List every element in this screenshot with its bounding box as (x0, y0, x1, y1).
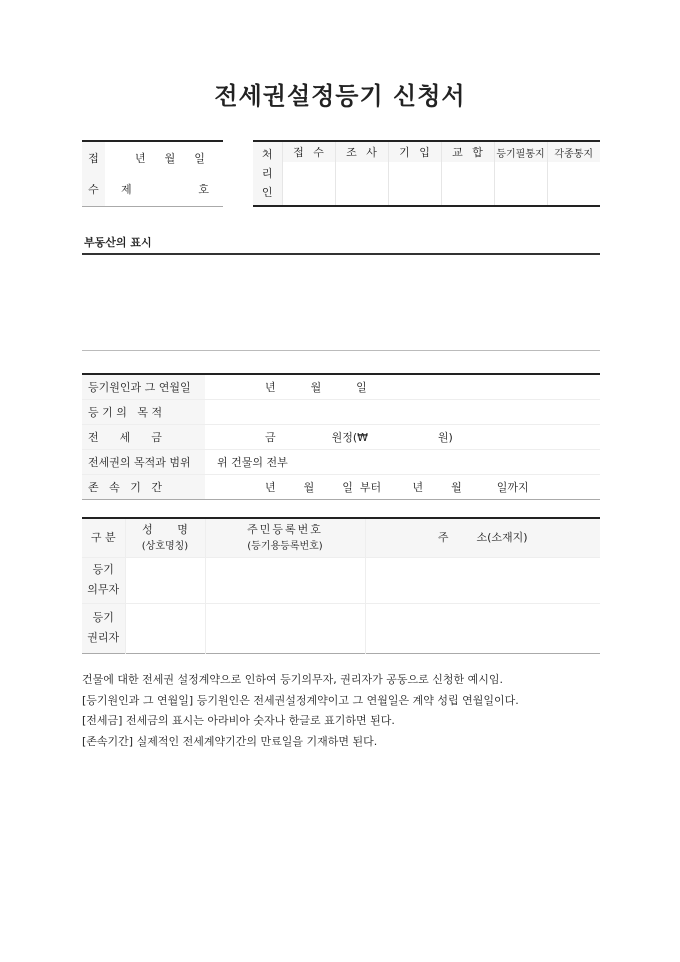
receipt-number-suffix: 호 (198, 183, 209, 197)
party-header-division: 구 분 (82, 518, 125, 557)
property-description-area[interactable] (82, 256, 600, 349)
party-header-id-main: 주민등록번호 (247, 522, 323, 536)
processing-col-entry: 기 입 (388, 141, 441, 162)
receipt-number-prefix: 제 (121, 183, 132, 197)
note-line: [등기원인과 그 연월일] 등기원인은 전세권설정계약이고 그 연월일은 계약 성립 연월일이다. (82, 693, 519, 707)
processing-col-receipt: 접 수 (282, 141, 335, 162)
processing-cell[interactable] (335, 162, 388, 206)
party-header-id (205, 518, 365, 557)
party-header-name (125, 518, 205, 557)
obligor-address-cell[interactable] (365, 557, 600, 603)
processing-cell[interactable] (547, 162, 600, 206)
party-label-line: 등기 (92, 563, 114, 576)
property-bottom-divider (82, 350, 600, 351)
receipt-label-top: 접 (82, 141, 105, 173)
page-title: 전세권설정등기 신청서 (214, 82, 466, 110)
party-row-obligor-label (82, 557, 125, 603)
property-section-title: 부동산의 표시 (84, 236, 152, 249)
obligee-id-cell[interactable] (205, 603, 365, 653)
processing-label-char: 인 (261, 186, 273, 199)
party-header-name-main: 성 명 (142, 522, 188, 536)
processing-label-char: 처 (261, 148, 273, 161)
parties-table (82, 517, 600, 654)
processing-cell[interactable] (494, 162, 547, 206)
party-label-line: 의무자 (87, 583, 120, 596)
obligor-name-cell[interactable] (125, 557, 205, 603)
property-divider (82, 253, 600, 255)
obligee-name-cell[interactable] (125, 603, 205, 653)
party-header-id-sub: (등기용등록번호) (247, 540, 323, 552)
info-value-deposit[interactable]: 금 원정(₩ 원) (205, 425, 600, 450)
processing-col-notices: 각종통지 (547, 141, 600, 162)
info-label-cause-date: 등기원인과 그 연월일 (82, 374, 205, 400)
note-line: 건물에 대한 전세권 설정계약으로 인하여 등기의무자, 권리자가 공동으로 신청한 예시임. (82, 673, 503, 686)
processing-cell[interactable] (282, 162, 335, 206)
obligee-address-cell[interactable] (365, 603, 600, 653)
receipt-date[interactable]: 년 월 일 (135, 151, 205, 165)
info-value-term[interactable]: 년 월 일 부터 년 월 일까지 (265, 481, 529, 494)
notes (82, 670, 519, 752)
party-label-line: 등기 (92, 611, 114, 624)
party-header-name-sub: (상호명칭) (141, 540, 189, 552)
processing-cell[interactable] (388, 162, 441, 206)
processing-label-char: 리 (261, 167, 273, 180)
info-value-purpose[interactable] (205, 400, 600, 425)
receipt-box (82, 140, 223, 207)
info-label-deposit: 전 세 금 (82, 425, 205, 450)
party-label-line: 권리자 (87, 631, 120, 644)
processing-col-investigate: 조 사 (335, 141, 388, 162)
receipt-label-bottom: 수 (82, 173, 105, 206)
info-value-cause-date[interactable]: 년 월 일 (205, 374, 600, 400)
registration-info-table (82, 373, 600, 500)
info-value-scope[interactable]: 위 건물의 전부 (205, 450, 600, 475)
note-line: [존속기간] 실제적인 전세계약기간의 만료일을 기재하면 된다. (82, 734, 378, 748)
processing-box (253, 140, 600, 207)
info-label-purpose: 등 기 의 목 적 (82, 400, 205, 425)
processing-col-completion-notice: 등기필통지 (494, 141, 547, 162)
processing-cell[interactable] (441, 162, 494, 206)
party-header-address: 주 소(소재지) (365, 518, 600, 557)
info-label-term: 존 속 기 간 (82, 475, 205, 500)
obligor-id-cell[interactable] (205, 557, 365, 603)
note-line: [전세금] 전세금의 표시는 아라비아 숫자나 한글로 표기하면 된다. (82, 714, 395, 727)
processing-label (253, 141, 282, 206)
receipt-number[interactable] (105, 173, 223, 206)
info-label-scope: 전세권의 목적과 범위 (82, 450, 205, 475)
party-row-obligee-label (82, 603, 125, 653)
processing-col-check: 교 합 (441, 141, 494, 162)
